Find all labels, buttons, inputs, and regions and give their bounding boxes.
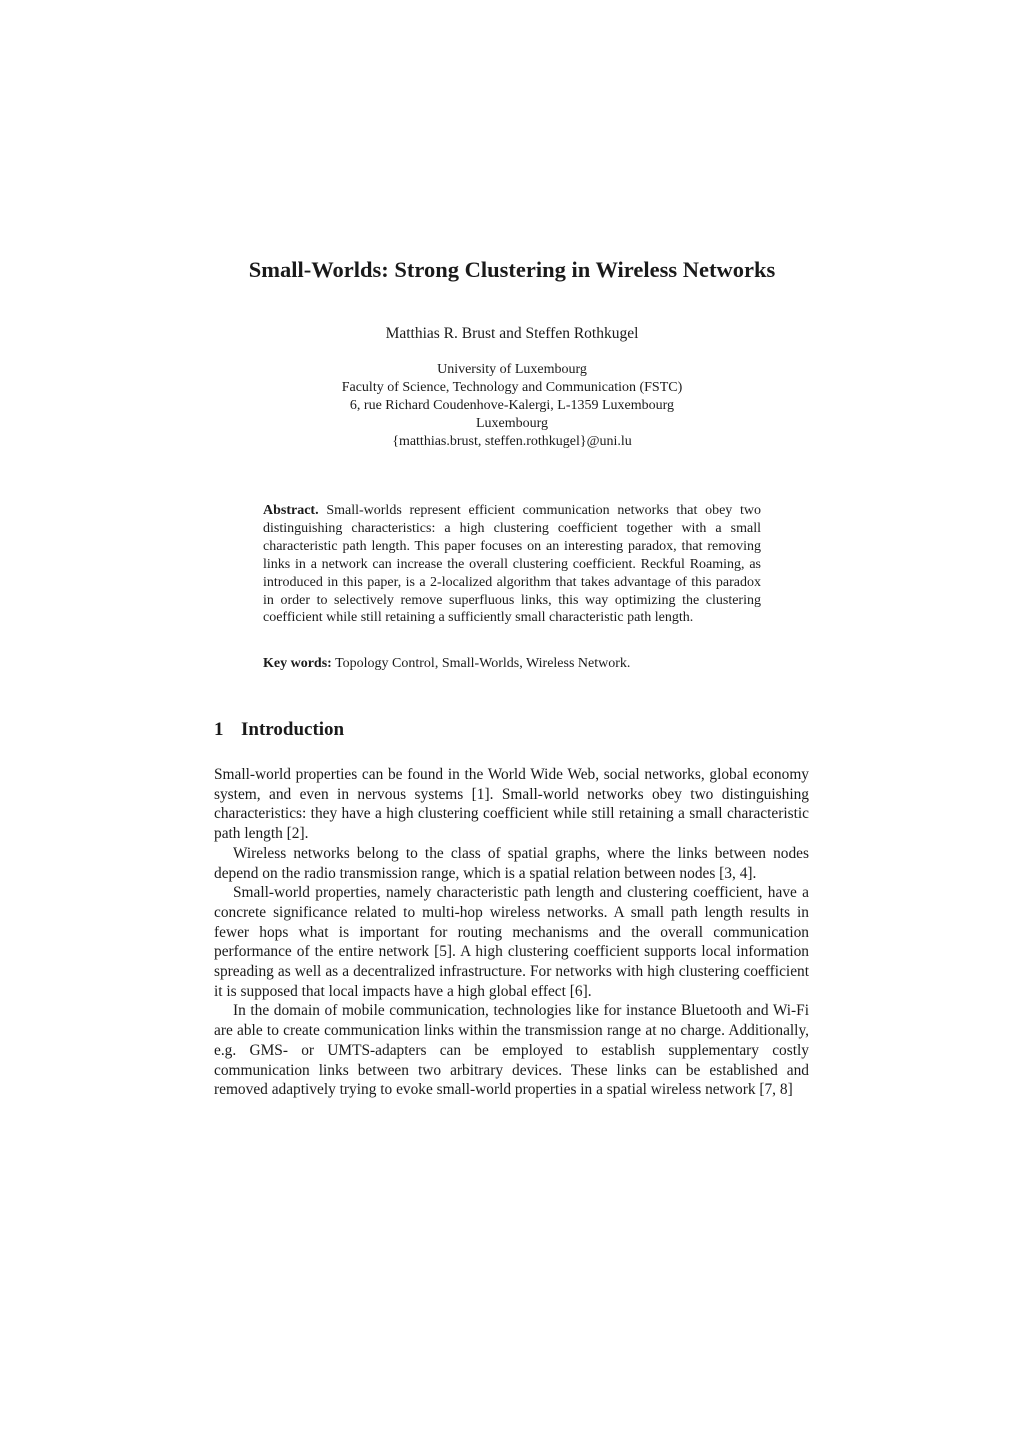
paragraph: Wireless networks belong to the class of spatial graphs, where the links between nodes depend on the radio transmission range, which is a spatial relation between nodes [3, 4]. bbox=[214, 844, 809, 882]
author-names: Matthias R. Brust and Steffen Rothkugel bbox=[385, 325, 639, 342]
affiliation-block bbox=[0, 361, 1024, 451]
abstract bbox=[263, 502, 761, 627]
affiliation-university: University of Luxembourg bbox=[437, 362, 587, 377]
affiliation-faculty: Faculty of Science, Technology and Communication (FSTC) bbox=[341, 380, 683, 395]
author-emails: {matthias.brust, steffen.rothkugel}@uni.lu bbox=[392, 434, 632, 449]
abstract-text: Small-worlds represent efficient communication networks that obey two distinguishing characteristics: a high clustering coefficient together with a small characteristic path length. This paper focuses on an interesting paradox, that removing links in a network can increase the overall clustering coefficient. Reckful Roaming, as introduced in this paper, is a 2-localized algorithm that takes advantage of this paradox in order to selectively remove superfluous links, this way optimizing the clustering coefficient while still retaining a sufficiently small characteristic path length. bbox=[263, 503, 762, 626]
abstract-label: Abstract. bbox=[263, 503, 319, 518]
section-heading-introduction bbox=[214, 717, 344, 743]
paper-title: Small-Worlds: Strong Clustering in Wireless Networks bbox=[248, 257, 776, 282]
affiliation-address: 6, rue Richard Coudenhove-Kalergi, L-1359 Luxembourg bbox=[349, 398, 675, 413]
keywords bbox=[263, 655, 761, 673]
introduction-body bbox=[214, 765, 809, 1100]
keywords-label: Key words: bbox=[263, 656, 332, 671]
affiliation-country: Luxembourg bbox=[475, 416, 549, 431]
section-title: Introduction bbox=[241, 719, 345, 740]
paragraph: Small-world properties can be found in the World Wide Web, social networks, global economy system, and even in nervous systems [1]. Small-world networks obey two distinguishing characteristics: they have a high clustering coefficient while still retaining a small characteristic path length [2]. bbox=[214, 766, 809, 843]
section-number: 1 bbox=[214, 719, 224, 740]
paragraph: Small-world properties, namely characteristic path length and clustering coefficient, have a concrete significance related to multi-hop wireless networks. A small path length results in fewer hops what is important for routing mechanisms and the overall communication performance of the entire network [5]. A high clustering coefficient supports local information spreading as well as a decentralized infrastructure. For networks with high clustering coefficient it is supposed that local impacts have a high global effect [6]. bbox=[214, 884, 809, 1000]
paragraph: In the domain of mobile communication, technologies like for instance Bluetooth and Wi-Fi are able to create communication links within the transmission range at no charge. Additionally, e.g. GMS- or UMTS-adapters can be employed to establish supplementary costly communication links between two arbitrary devices. These links can be established and removed adaptively trying to evoke small-world properties in a spatial wireless network [7, 8] bbox=[214, 1002, 809, 1099]
keywords-text: Topology Control, Small-Worlds, Wireless Network. bbox=[335, 656, 631, 671]
